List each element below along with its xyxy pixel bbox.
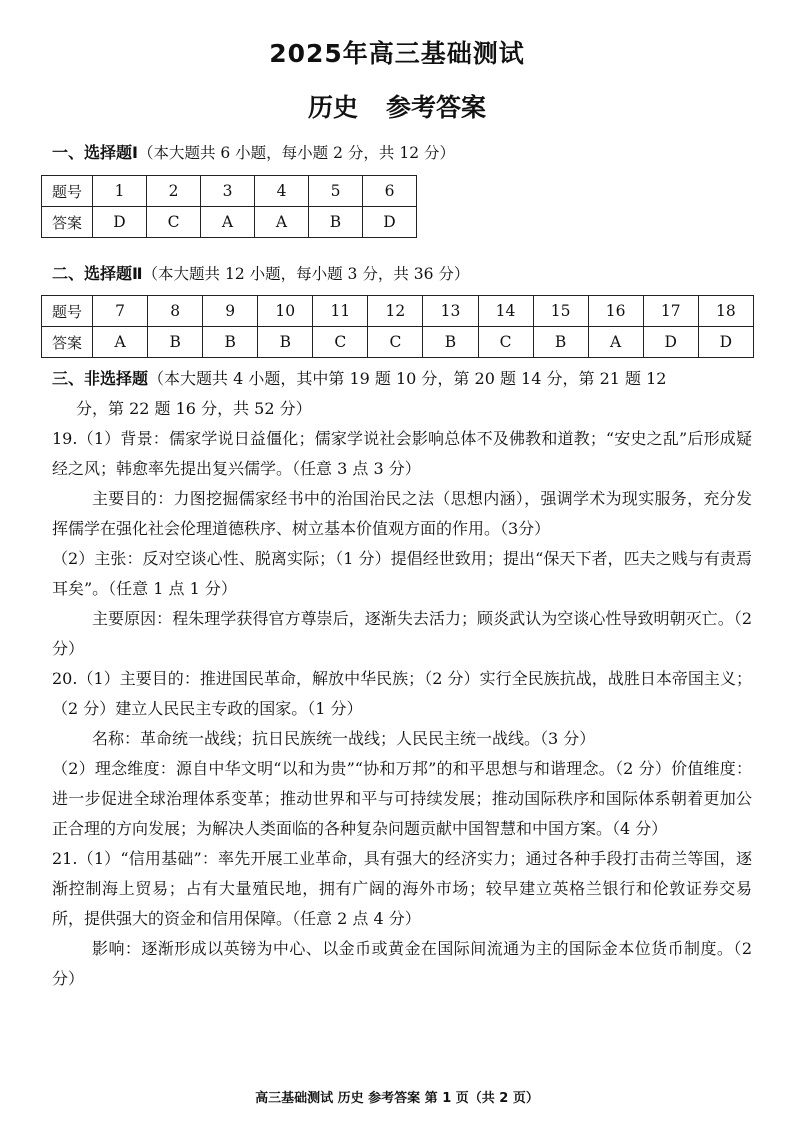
section1-answer-table [41, 175, 417, 238]
section3-note-line2: 分，第 22 题 16 分，共 52 分） [76, 399, 312, 418]
page-subtitle [0, 88, 794, 124]
row-label: 题号 [42, 296, 93, 327]
section2-answer-table [41, 295, 754, 358]
row-label: 题号 [42, 176, 93, 207]
table-row: 答案 A B B B C C B C B A D D [42, 327, 754, 358]
section3-note-line1: （本大题共 4 小题，其中第 19 题 10 分，第 20 题 14 分，第 21 题 12 [148, 369, 667, 388]
subject-label: 历史 [307, 93, 358, 122]
table-row: 题号 1 2 3 4 5 6 [42, 176, 417, 207]
q21-impact: 影响：逐渐形成以英镑为中心、以金币或黄金在国际间流通为主的国际金本位货币制度。（2 分） [52, 939, 752, 988]
q20-dimensions: （2）理念维度：源自中华文明“以和为贵”“协和万邦”的和平思想与和谐理念。（2 分）价值维度：进一步促进全球治理体系变革；推动世界和平与可持续发展；推动国际秩序和国际体系朝着更加公正合理的方向发展；为解决人类面临的各种复杂问题贡献中国智慧和中国方案。（4 分） [52, 759, 752, 838]
row-label: 答案 [42, 327, 93, 358]
body-text [52, 364, 752, 994]
exam-title: 2025年高三基础测试 [269, 39, 525, 68]
q19-proposal: （2）主张：反对空谈心性、脱离实际；（1 分）提倡经世致用；提出“保天下者，匹夫之贱与有责焉耳矣”。（任意 1 点 1 分） [52, 549, 752, 598]
q19-purpose: 主要目的：力图挖掘儒家经书中的治国治民之法（思想内涵），强调学术为现实服务，充分发挥儒学在强化社会伦理道德秩序、树立基本价值观方面的作用。（3分） [52, 489, 752, 538]
q19-background: 19.（1）背景：儒家学说日益僵化；儒家学说社会影响总体不及佛教和道教；“安史之乱”后形成疑经之风；韩愈率先提出复兴儒学。（任意 3 点 3 分） [52, 429, 752, 478]
q21-credit-basis: 21.（1）“信用基础”：率先开展工业革命，具有强大的经济实力；通过各种手段打击荷兰等国，逐渐控制海上贸易；占有大量殖民地，拥有广阔的海外市场；较早建立英格兰银行和伦敦证券交易所，提供强大的资金和信用保障。（任意 2 点 4 分） [52, 849, 752, 928]
q19-reason: 主要原因：程朱理学获得官方尊崇后，逐渐失去活力；顾炎武认为空谈心性导致明朝灭亡。（2 分） [52, 609, 752, 658]
q20-purpose: 20.（1）主要目的：推进国民革命，解放中华民族；（2 分）实行全民族抗战，战胜日本帝国主义；（2 分）建立人民民主专政的国家。（1 分） [52, 669, 752, 718]
page-footer: 高三基础测试 历史 参考答案 第 1 页（共 2 页） [255, 1091, 539, 1106]
row-label: 答案 [42, 207, 93, 238]
table-row: 答案 D C A A B D [42, 207, 417, 238]
q20-names: 名称：革命统一战线；抗日民族统一战线；人民民主统一战线。（3 分） [92, 729, 596, 748]
section1-heading: 一、选择题Ⅰ（本大题共 6 小题，每小题 2 分，共 12 分） [52, 143, 455, 162]
table-row: 题号 7 8 9 10 11 12 13 14 15 16 17 18 [42, 296, 754, 327]
section1-note: （本大题共 6 小题，每小题 2 分，共 12 分） [137, 144, 455, 162]
section3-heading: 三、非选择题（本大题共 4 小题，其中第 19 题 10 分，第 20 题 14 分，第 21 题 12 [52, 369, 667, 388]
section2-heading: 二、选择题Ⅱ（本大题共 12 小题，每小题 3 分，共 36 分） [52, 264, 470, 283]
section2-note: （本大题共 12 小题，每小题 3 分，共 36 分） [142, 265, 470, 283]
answer-key-label: 参考答案 [386, 93, 487, 122]
